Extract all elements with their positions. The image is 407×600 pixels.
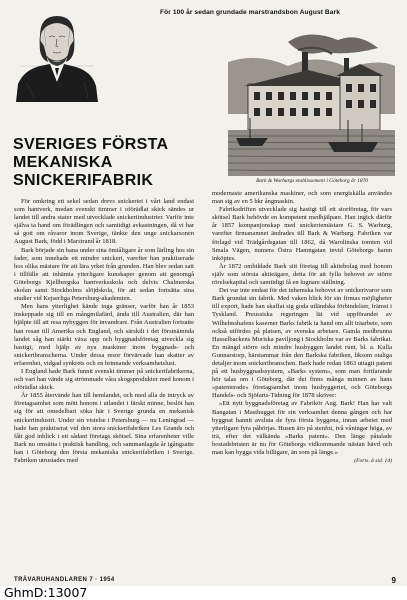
right-column <box>212 190 392 573</box>
paragraph: Bark började sin bana under sina ömtåligare år som lärling hos sin fader, som innehade ett mindre snickeri, varefter han praktiserade hos olika mästare för att lära yrket från grunden. Han blev sedan satt i tillfälle att inhämta ytterligare kunskaper genom att genomgå Göteborgs Kjellbergska hantverksskola och delvis Chalmerska skolan samt Stockholms slöjdskola, för att sedan fortsätta sina studier vid Kejserliga Petersburg-akademien. <box>14 246 194 303</box>
continued-note: (Forts. å sid. 14) <box>354 458 392 465</box>
paragraph: År 1855 återvände han till hemlandet, och med alla de intryck av företagsamhet som mött honom i utlandet i färskt minne, beslöt han sig för att omedelbart söka här i Sverige grunda en mekanisk snickeriindustri. Under sin vistelse i Petersburg — nu Leningrad — hade han praktiserat vid den stora snickerifabriken Les Grands och fått god inblick i ett sådant företags skötsel. Sina erfarenheter ville Bark nu omsätta i praktisk handling, och sammanlagda år igångsatte han i Göteborg den första mekaniska snickerifabriken i Sverige. Fabriken utrustades med <box>14 392 194 464</box>
left-column <box>14 198 194 574</box>
paragraph: År 1872 ombildade Bark sitt företag till aktiebolag med honom själv som största aktieägare, detta för att fylla behovet av större rörelsekapital och samtidigt få en lugnare ställning. <box>212 262 392 287</box>
article-headline <box>13 136 223 190</box>
paragraph: Men hans ytterlighet kände inga gränser, varför han år 1853 inskeppade sig till en mångmilafärd, ända till Australien, där han hjälpte till att resa nybyggen för invandrare. Från Australien fortsatte han resan till Amerika och England, och särskilt i det förstnämnda landet såg han stärkt växa upp och byggnadsföretag utveckla sig hastigt, med hjälp av nya maskiner inom byggnads- och snickeribranscherna. Under dessa resor förvärvade han skatter av erfarenhet, vidgad synkrets och en brinnande verksamhetslust. <box>14 303 194 367</box>
publication-issue: TRÄVARUHANDLAREN 7 · 1954 <box>14 577 115 583</box>
page-number: 9 <box>391 576 396 585</box>
paragraph: Fabriksdriften utvecklade sig hastigt till ett storföretag, för vars skötsel Bark behövde en kompetent medhjälpare. Han ingick därför år 1857 kompanjonskap med snickeriemästare G. S. Warburg, varefter firmanamnet ändrades till Bark & Warburg. Fabriken var förlagd vid Trädgårdsgatan till 1862, då Warolinska tomten vid Smala Vägen, numera Östra Hamngatan invid Göteborgs hamn inköptes. <box>212 206 392 262</box>
top-caption: För 100 år sedan grundade marstrandsbon August Bark <box>160 9 340 16</box>
paragraph: »Ett nytt byggnadsföretag av Fabrikör Aug. Bark! Han har valt Bangatan i Masthugget för sin verksamhet denna gången och har byggnat hannit avsluta de fyra första byggena, innan arbetet med ytterligare fyra påbörjas. Husen äro på stenfot, två våningar höga, av trä, efter det välkända »Barks patent». Den länge påtalade bostadsbristen är nu för Göteborgs vidkommande nästan hävd och man kan bygga vida billigare, än som på länge.» <box>212 400 392 456</box>
archive-id: GhmD:13007 <box>4 585 88 600</box>
archive-id-bar <box>0 586 407 600</box>
paragraph: modernaste amerikanska maskiner, och som energiskälla användes man sig av en 5 hkr ångmaskin. <box>212 190 392 206</box>
paragraph: Det var inte endast för det inhemska behovet av snickerivaror som Bark grundat sin fabrik. Med vaken blick för sin firmas möjligheter till export, hade han skaffat sig goda utländska förbindelser, främst i Tyskland. Preussiska regeringen lät vid uppförandet av Wilhelmshafens kaserner Barks fabrik ta hand om allt träarbete, som också utfördes på platsen, av svenska arbetare. Gamla medbrunna Hasselbackens Moriska paviljong i Stockholm var av Barks fabrikat. En mängd större och mindre husbyggen landet runt, bl. a. Kulla Gunnarstorp, härstammar från den Barkska fabriken, liksom otaliga detaljer inom snickeribranschen. Bark hade redan 1863 uttagit patent på ett husbyggnadssystem, »Barks system», som man fortfarande hör talas om i Göteborg, där det finns många minnen av hans »patenterade» företagsamhet inom husbyggeriet, och Göteborgs Handels- och Sjöfarts-Tidning för 1878 skriver: <box>212 287 392 400</box>
portrait-engraving <box>14 6 100 102</box>
factory-caption: Bark & Warburgs etablissement i Göteborg år 1870 <box>256 178 368 184</box>
paragraph: I England hade Bark funnit svenskt timmer på snickerifabrikerna, och vart han vände sig strömmade våra skogsprodukter med honom i oförädlat skick. <box>14 367 194 392</box>
paragraph: För omkring ett sekel sedan drevs snickeriet i vårt land endast som hantverk, medan svenskt timmer i oförädlat skick sändes ur landet till andra stater med utvecklade snickeriindustrier. Varför inte själva ta hand om förädlingen och samtidigt avkastningen, då vi har så gott om råvaror inom Sverige, tänkte den unge snickarsonen August Bark, född i Marstrand år 1818. <box>14 198 194 246</box>
headline-line-2: MEKANISKA SNICKERIFABRIK <box>13 154 154 189</box>
factory-illustration <box>228 22 395 176</box>
headline-line-1: SVERIGES FÖRSTA <box>13 136 169 153</box>
